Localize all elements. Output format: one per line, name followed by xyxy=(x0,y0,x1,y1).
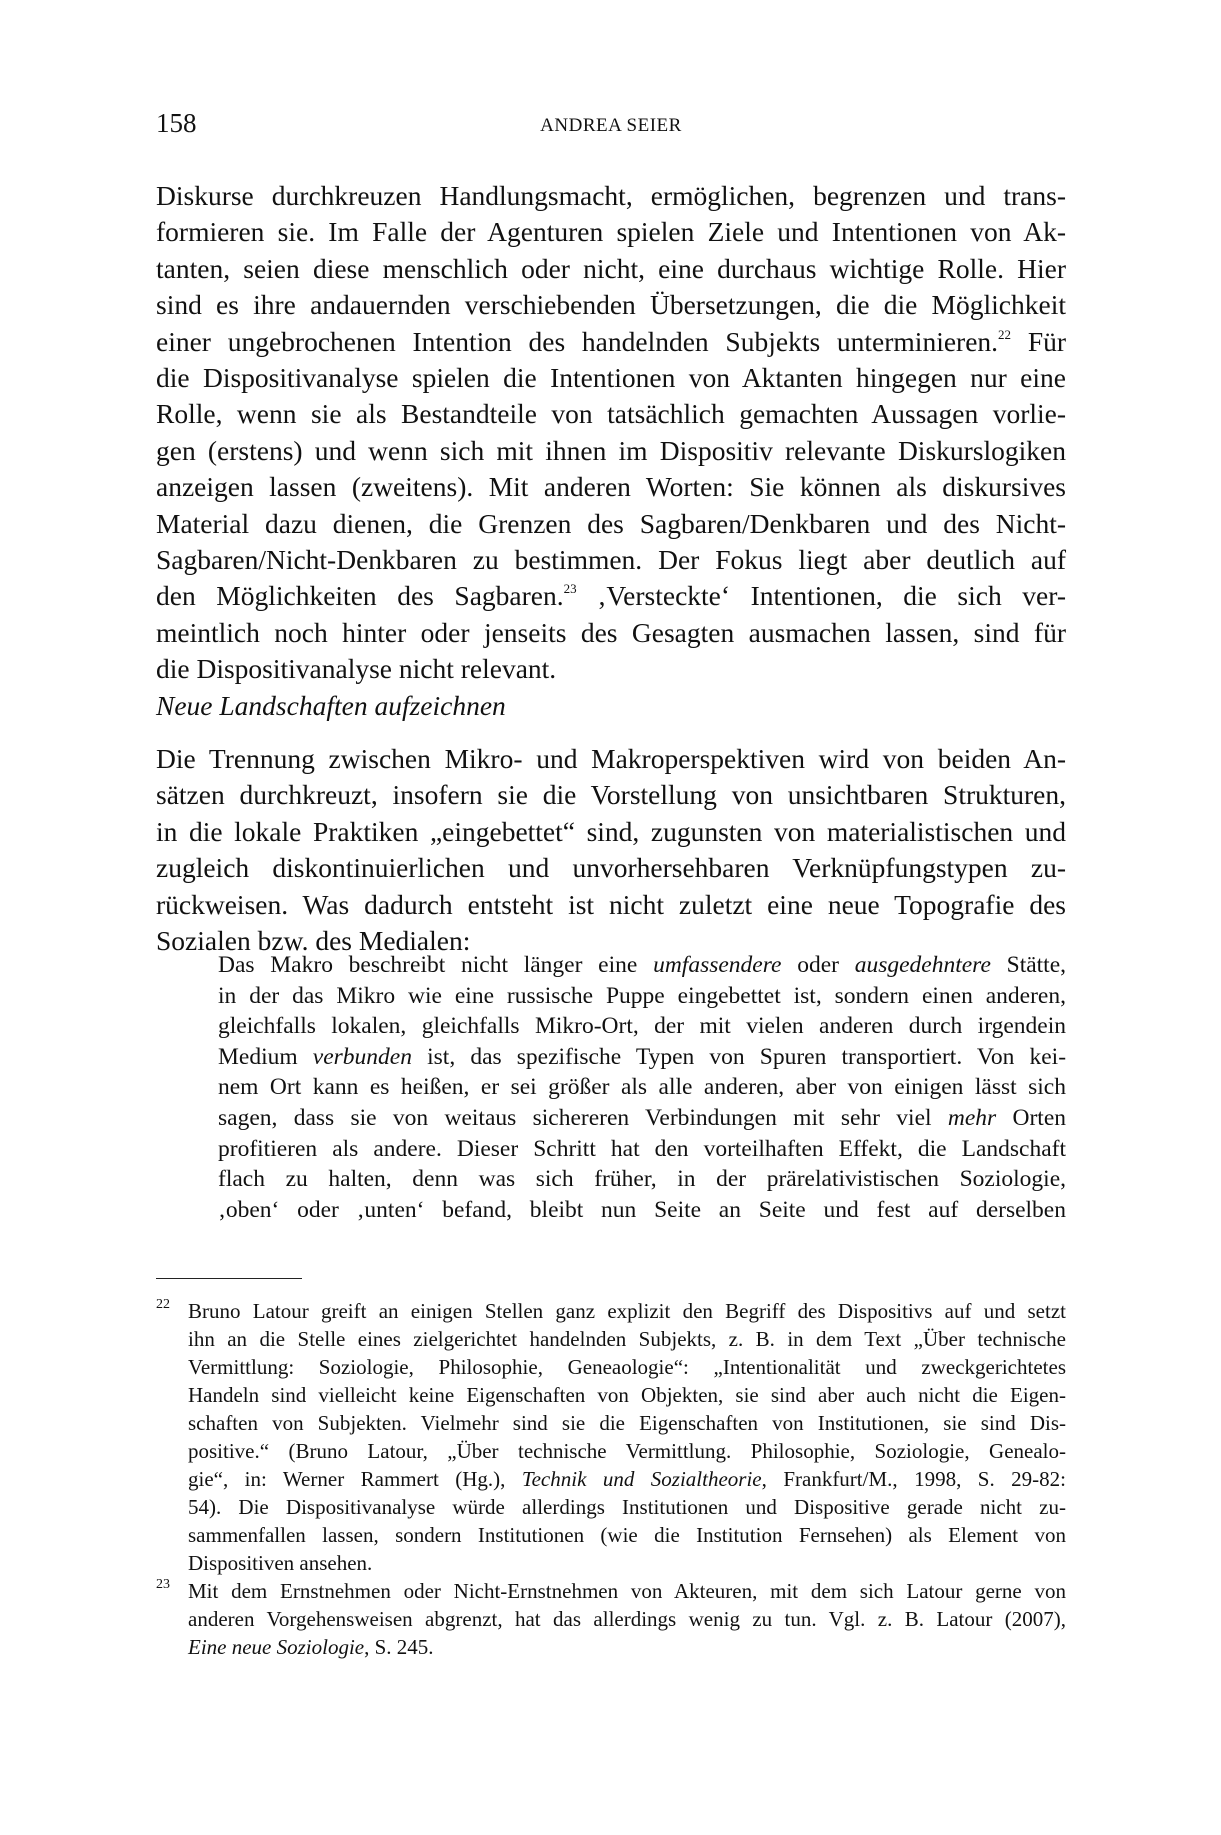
quote-line: flach zu halten, denn was sich früher, in der prärelativistischen Soziologie, xyxy=(218,1166,1066,1193)
text-segment: einer ungebrochenen Intention des handelnden Subjekts unterminieren. xyxy=(156,325,999,357)
paragraph-1 xyxy=(156,178,1066,688)
text-line: anzeigen lassen (zweitens). Mit anderen Worten: Sie können als diskursives xyxy=(156,471,1066,503)
footnote-line: 54). Die Dispositivanalyse würde allerdings Institutionen und Dispositive gerade nicht zu- xyxy=(188,1495,1066,1519)
footnote-separator xyxy=(156,1278,302,1279)
footnotes xyxy=(156,1297,1066,1661)
quote-line xyxy=(218,950,1066,981)
emphasis: verbunden xyxy=(312,1043,412,1070)
page-header xyxy=(156,106,1066,146)
footnote-number: 23 xyxy=(156,1577,170,1592)
quote-line xyxy=(218,1042,1066,1073)
footnote-line: positive.“ (Bruno Latour, „Über technische Vermittlung. Philosophie, Soziologie, Genealo- xyxy=(188,1439,1066,1463)
text-line: in die lokale Praktiken „eingebettet“ sind, zugunsten von materialistischen und xyxy=(156,815,1066,847)
block-quote xyxy=(218,950,1066,1225)
text-segment: gie“, in: Werner Rammert (Hg.), xyxy=(188,1467,506,1491)
text-line: rückweisen. Was dadurch entsteht ist nicht zuletzt eine neue Topografie des xyxy=(156,888,1066,920)
text-line: tanten, seien diese menschlich oder nicht, eine durchaus wichtige Rolle. Hier xyxy=(156,252,1066,284)
text-line: Sagbaren/Nicht-Denkbaren zu bestimmen. Der Fokus liegt aber deutlich auf xyxy=(156,544,1066,576)
footnote-line: schaften von Subjekten. Vielmehr sind sie die Eigenschaften von Institutionen, sie sind Dis- xyxy=(188,1411,1066,1435)
page-number: 158 xyxy=(156,108,197,138)
text-segment: Medium xyxy=(218,1043,298,1070)
text-line: Sozialen bzw. des Medialen: xyxy=(156,925,471,957)
emphasis: ausgedehntere xyxy=(854,952,991,978)
text-line: zugleich diskontinuierlichen und unvorhersehbaren Verknüpfungstypen zu- xyxy=(156,852,1066,884)
running-head: ANDREA SEIER xyxy=(540,115,682,136)
text-segment: Das Makro beschreibt nicht länger eine xyxy=(218,952,638,978)
text-segment: , Frankfurt/M., 1998, S. 29-82: xyxy=(761,1467,1067,1491)
text-segment: Für xyxy=(1027,325,1067,357)
text-line: Diskurse durchkreuzen Handlungsmacht, ermöglichen, begrenzen und trans- xyxy=(156,180,1066,211)
footnote-line: Handeln sind vielleicht keine Eigenschaften von Objekten, sie sind aber auch nicht die Eigen- xyxy=(188,1383,1066,1407)
footnote-line: Bruno Latour greift an einigen Stellen ganz explizit den Begriff des Dispositivs auf und setzt xyxy=(188,1299,1066,1323)
text-segment: sagen, dass sie von weitaus sichereren Verbindungen mit sehr viel xyxy=(218,1104,932,1131)
emphasis: mehr xyxy=(947,1104,997,1131)
text-segment: den Möglichkeiten des Sagbaren. xyxy=(156,580,564,612)
footnote-line: Mit dem Ernstnehmen oder Nicht-Ernstnehmen von Akteuren, mit dem sich Latour gerne von xyxy=(188,1579,1066,1603)
section-heading: Neue Landschaften aufzeichnen xyxy=(156,690,506,721)
text-line: Rolle, wenn sie als Bestandteile von tatsächlich gemachten Aussagen vorlie- xyxy=(156,398,1066,430)
text-segment: , S. 245. xyxy=(364,1635,434,1659)
text-line: Material dazu dienen, die Grenzen des Sagbaren/Denkbaren und des Nicht- xyxy=(156,507,1066,539)
text-segment: oder xyxy=(797,952,839,978)
text-line: formieren sie. Im Falle der Agenturen spielen Ziele und Intentionen von Ak- xyxy=(156,216,1066,248)
quote-line: ‚oben‘ oder ‚unten‘ befand, bleibt nun Seite an Seite und fest auf derselben xyxy=(218,1196,1066,1223)
text-line: sind es ihre andauernden verschiebenden Übersetzungen, die die Möglichkeit xyxy=(156,289,1066,321)
text-line xyxy=(156,324,1066,360)
paragraph-2 xyxy=(156,741,1066,959)
emphasis: umfassendere xyxy=(653,952,782,978)
book-title: Technik und Sozialtheorie xyxy=(521,1467,762,1491)
text-line: Die Trennung zwischen Mikro- und Makroperspektiven wird von beiden An- xyxy=(156,743,1066,774)
footnote-line: sammenfallen lassen, sondern Institutionen (wie die Institution Fernsehen) als Element von xyxy=(188,1523,1066,1547)
footnote-22 xyxy=(156,1297,1066,1577)
text-segment: ist, das spezifische Typen von Spuren transportiert. Von kei- xyxy=(427,1043,1067,1070)
text-line xyxy=(156,578,1066,614)
footnote-23 xyxy=(156,1577,1066,1661)
footnote-ref-22[interactable]: 22 xyxy=(998,326,1012,342)
book-title: Eine neue Soziologie xyxy=(188,1635,365,1659)
text-segment: Orten xyxy=(1012,1104,1067,1131)
text-line: gen (erstens) und wenn sich mit ihnen im Dispositiv relevante Diskurslogiken xyxy=(156,434,1066,466)
footnote-line: anderen Vorgehensweisen abgrenzt, hat das allerdings wenig zu tun. Vgl. z. B. Latour (2007), xyxy=(188,1607,1066,1631)
text-line: meintlich noch hinter oder jenseits des Gesagten ausmachen lassen, sind für xyxy=(156,616,1066,648)
text-line: die Dispositivanalyse nicht relevant. xyxy=(156,653,557,685)
footnote-line: Vermittlung: Soziologie, Philosophie, Geneaologie“: „Intentionalität und zweckgerichtetes xyxy=(188,1355,1066,1379)
text-segment: ‚Versteckte‘ Intentionen, die sich ver- xyxy=(597,580,1066,612)
footnote-ref-23[interactable]: 23 xyxy=(563,581,577,597)
footnote-text xyxy=(188,1297,1066,1577)
text-line: sätzen durchkreuzt, insofern sie die Vorstellung von unsichtbaren Strukturen, xyxy=(156,779,1066,811)
footnote-text xyxy=(188,1577,1066,1661)
text-line: die Dispositivanalyse spielen die Intentionen von Aktanten hingegen nur eine xyxy=(156,362,1066,394)
footnote-line: Dispositiven ansehen. xyxy=(188,1551,373,1575)
quote-line: profitieren als andere. Dieser Schritt hat den vorteilhaften Effekt, die Landschaft xyxy=(218,1135,1066,1162)
footnote-line xyxy=(188,1465,1066,1493)
quote-line: nem Ort kann es heißen, er sei größer als alle anderen, aber von einigen lässt sich xyxy=(218,1074,1066,1101)
quote-line xyxy=(218,1103,1066,1134)
quote-line: in der das Mikro wie eine russische Puppe eingebettet ist, sondern einen anderen, xyxy=(218,982,1066,1009)
quote-line: gleichfalls lokalen, gleichfalls Mikro-Ort, der mit vielen anderen durch irgendein xyxy=(218,1013,1066,1040)
text-segment: Stätte, xyxy=(1006,952,1067,978)
footnote-number: 22 xyxy=(156,1297,170,1312)
footnote-line: ihn an die Stelle eines zielgerichtet handelnden Subjekts, z. B. in dem Text „Über technische xyxy=(188,1327,1066,1351)
footnote-line xyxy=(188,1633,1066,1661)
